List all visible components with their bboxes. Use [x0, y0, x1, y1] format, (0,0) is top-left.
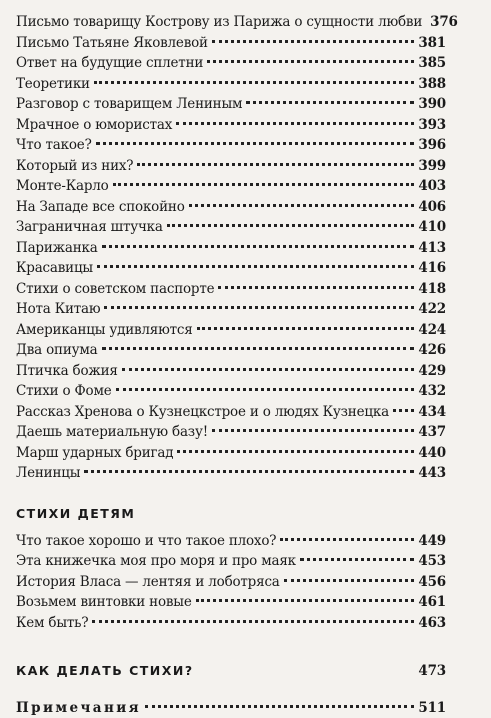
entry-title: Кем быть?: [16, 613, 88, 634]
entry-leader: [167, 224, 415, 227]
entry-page: 511: [418, 698, 446, 718]
entry-leader: [393, 409, 414, 412]
toc-entry: [16, 320, 446, 341]
entry-page: 376: [430, 12, 458, 33]
entry-leader: [198, 668, 415, 671]
entry-leader: [104, 306, 414, 309]
entry-leader: [212, 40, 415, 43]
entry-page: 434: [418, 402, 446, 423]
toc-entry: [16, 381, 446, 402]
entry-leader: [189, 204, 415, 207]
entry-page: 461: [418, 592, 446, 613]
toc-entry: [16, 217, 446, 238]
entry-leader: [176, 122, 414, 125]
entry-title: Возьмем винтовки новые: [16, 592, 192, 613]
entry-title: Даешь материальную базу!: [16, 422, 208, 443]
entry-page: 410: [418, 217, 446, 238]
entry-title: Стихи о Фоме: [16, 381, 112, 402]
entry-page: 413: [418, 238, 446, 259]
entry-page: 463: [418, 613, 446, 634]
entry-page: 426: [418, 340, 446, 361]
entry-page: 437: [418, 422, 446, 443]
toc-entry: [16, 613, 446, 634]
toc-entry: [16, 258, 446, 279]
entry-title: Что такое?: [16, 135, 92, 156]
entry-leader: [97, 265, 414, 268]
entry-leader: [102, 347, 415, 350]
entry-title: Американцы удивляются: [16, 320, 193, 341]
toc-entry: [16, 361, 446, 382]
entry-title: Примечания: [16, 698, 141, 718]
entry-page: 440: [418, 443, 446, 464]
entry-leader: [246, 101, 414, 104]
entry-leader: [212, 429, 414, 432]
entry-page: 399: [418, 156, 446, 177]
toc-entry: [16, 592, 446, 613]
entry-leader: [218, 286, 414, 289]
toc-entry-how-to-write: [16, 661, 446, 682]
toc-entry: [16, 74, 446, 95]
entry-page: 449: [418, 531, 446, 552]
entry-title: На Западе все спокойно: [16, 197, 185, 218]
entry-leader: [96, 142, 415, 145]
toc-entry: [16, 279, 446, 300]
entry-page: 385: [418, 53, 446, 74]
toc-entry: [16, 197, 446, 218]
entry-page: 443: [418, 463, 446, 484]
entry-page: 453: [418, 551, 446, 572]
entry-page: 432: [418, 381, 446, 402]
toc-entry: [16, 238, 446, 259]
entry-leader: [284, 579, 415, 582]
entry-page: 396: [418, 135, 446, 156]
entry-leader: [113, 183, 415, 186]
toc-entry: [16, 551, 446, 572]
children-poems-heading: СТИХИ ДЕТЯМ: [16, 506, 446, 521]
entry-page: 473: [418, 661, 446, 682]
entry-title: Теоретики: [16, 74, 90, 95]
toc-entry: [16, 443, 446, 464]
entry-title: Нота Китаю: [16, 299, 100, 320]
toc-entry: [16, 463, 446, 484]
toc-entry: [16, 176, 446, 197]
toc-entry: [16, 135, 446, 156]
entry-page: 429: [418, 361, 446, 382]
entry-leader: [94, 81, 415, 84]
toc-entry: [16, 402, 446, 423]
toc-entry: [16, 299, 446, 320]
entry-title: Монте-Карло: [16, 176, 109, 197]
toc-entry: [16, 156, 446, 177]
entry-leader: [280, 538, 414, 541]
entry-title: История Власа — лентяя и лоботряса: [16, 572, 280, 593]
poems-list: [16, 12, 446, 484]
entry-title: Эта книжечка моя про моря и про маяк: [16, 551, 296, 572]
entry-title: Письмо Татьяне Яковлевой: [16, 33, 208, 54]
entry-title: Ответ на будущие сплетни: [16, 53, 203, 74]
toc-entry: [16, 12, 446, 33]
toc-entry: [16, 33, 446, 54]
entry-page: 388: [418, 74, 446, 95]
entry-page: 381: [418, 33, 446, 54]
table-of-contents: [16, 12, 446, 718]
toc-entry: [16, 340, 446, 361]
entry-leader: [145, 705, 414, 708]
entry-page: 393: [418, 115, 446, 136]
entry-page: 406: [418, 197, 446, 218]
entry-leader: [300, 558, 415, 561]
entry-title: Ленинцы: [16, 463, 80, 484]
toc-entry-notes: [16, 698, 446, 718]
entry-page: 390: [418, 94, 446, 115]
entry-title: Мрачное о юмористах: [16, 115, 172, 136]
entry-leader: [102, 245, 415, 248]
entry-leader: [177, 450, 414, 453]
entry-title: Красавицы: [16, 258, 93, 279]
entry-page: 418: [418, 279, 446, 300]
entry-leader: [207, 60, 414, 63]
children-poems-list: [16, 531, 446, 634]
toc-entry: [16, 115, 446, 136]
entry-title: Что такое хорошо и что такое плохо?: [16, 531, 276, 552]
entry-title: КАК ДЕЛАТЬ СТИХИ?: [16, 661, 194, 682]
entry-leader: [197, 327, 415, 330]
entry-title: Который из них?: [16, 156, 133, 177]
entry-title: Марш ударных бригад: [16, 443, 173, 464]
entry-title: Птичка божия: [16, 361, 118, 382]
toc-entry: [16, 94, 446, 115]
entry-page: 422: [418, 299, 446, 320]
entry-title: Рассказ Хренова о Кузнецкстрое и о людях Кузнецка: [16, 402, 389, 423]
entry-title: Стихи о советском паспорте: [16, 279, 214, 300]
entry-title: Два опиума: [16, 340, 98, 361]
entry-title: Парижанка: [16, 238, 98, 259]
entry-leader: [137, 163, 414, 166]
entry-page: 424: [418, 320, 446, 341]
toc-entry: [16, 53, 446, 74]
toc-entry: [16, 422, 446, 443]
entry-title: Разговор с товарищем Лениным: [16, 94, 242, 115]
entry-title: Письмо товарищу Кострову из Парижа о сущности любви: [16, 12, 422, 33]
entry-leader: [196, 599, 415, 602]
toc-entry: [16, 572, 446, 593]
entry-page: 403: [418, 176, 446, 197]
entry-page: 416: [418, 258, 446, 279]
entry-title: Заграничная штучка: [16, 217, 163, 238]
entry-leader: [92, 620, 414, 623]
entry-leader: [116, 388, 415, 391]
toc-entry: [16, 531, 446, 552]
entry-leader: [122, 368, 415, 371]
entry-leader: [84, 470, 414, 473]
entry-page: 456: [418, 572, 446, 593]
